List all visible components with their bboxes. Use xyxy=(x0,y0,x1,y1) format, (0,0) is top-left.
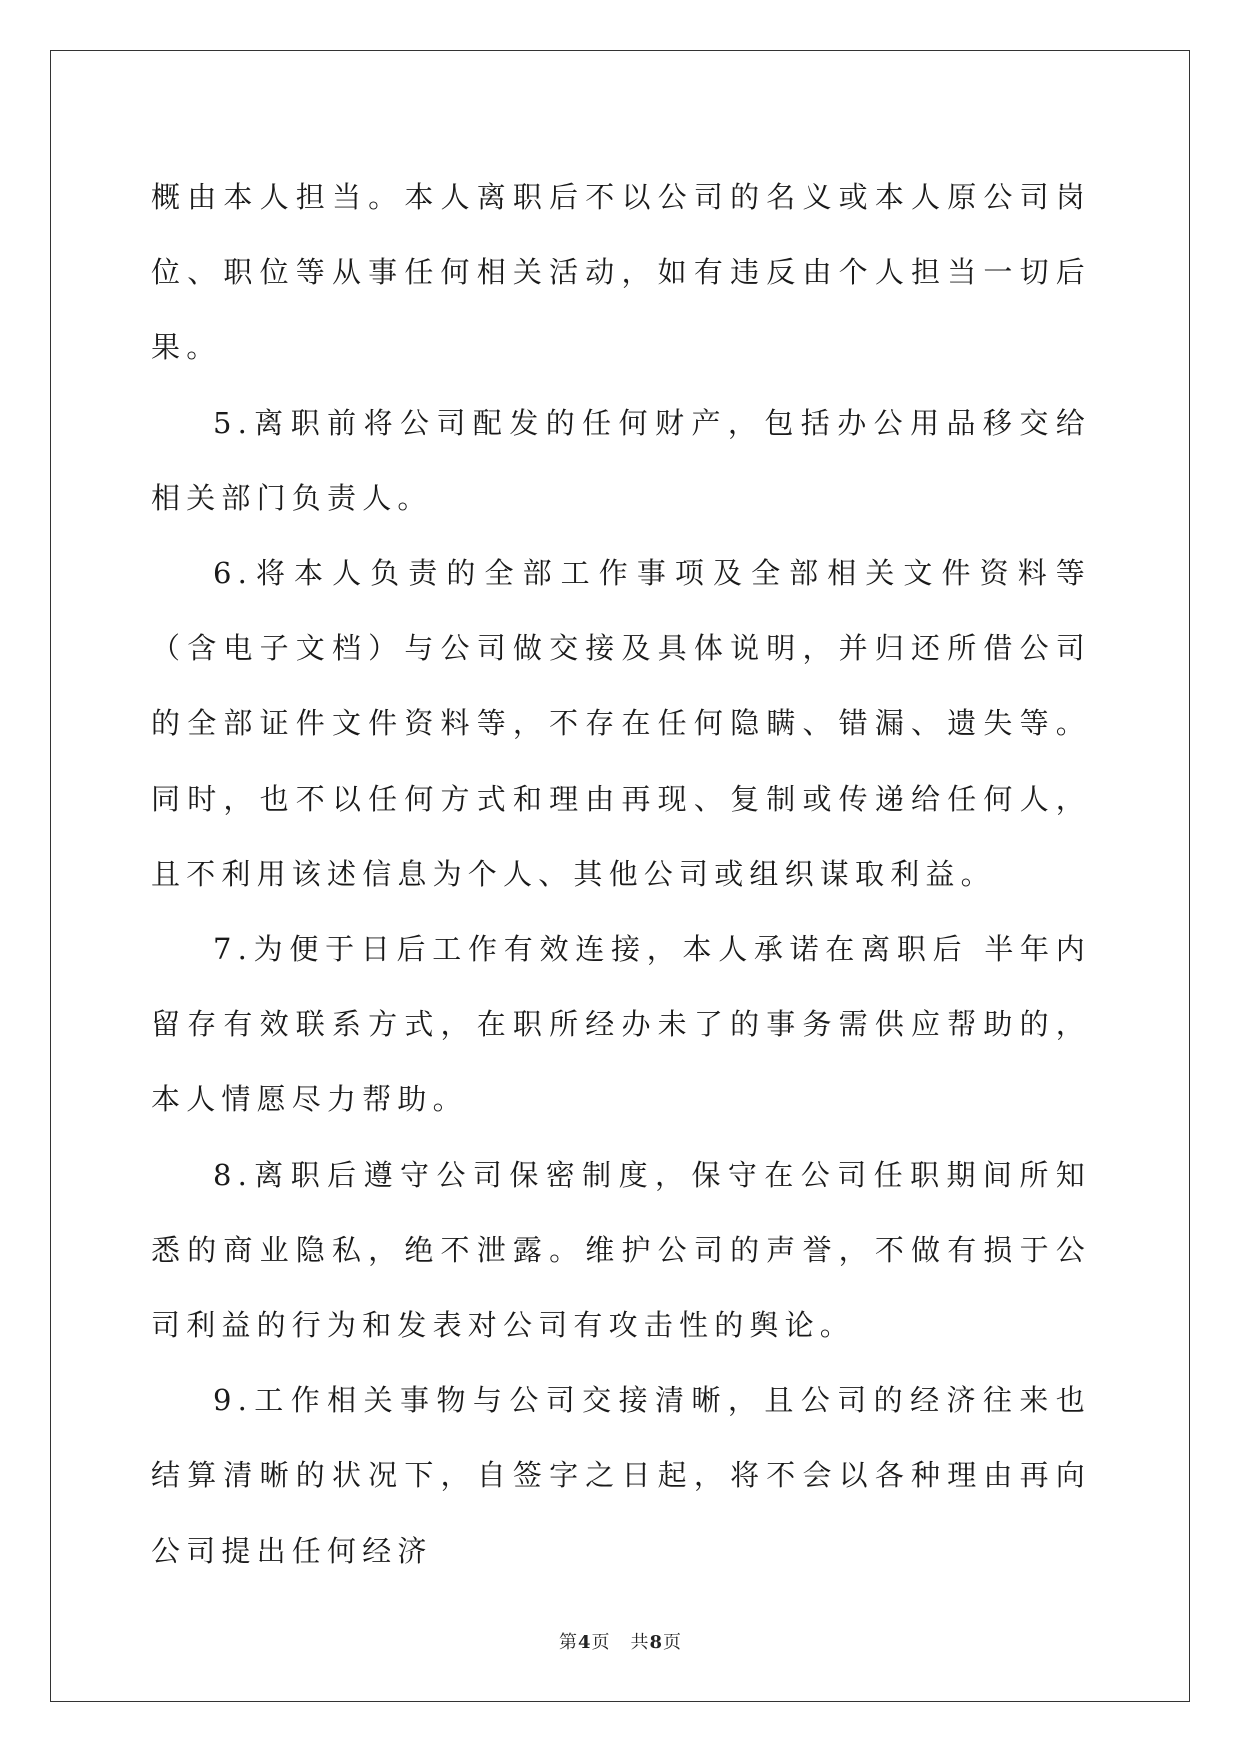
total-page-number: 8 xyxy=(649,1632,664,1653)
page-suffix: 页 xyxy=(591,1632,611,1653)
paragraph-item-6: 6.将本人负责的全部工作事项及全部相关文件资料等（含电子文档）与公司做交接及具体说明，并归还所借公司的全部证件文件资料等，不存在任何隐瞒、错漏、遗失等。同时，也不以任何方式和理由再现、复制或传递给任何人，且不利用该述信息为个人、其他公司或组织谋取利益。 xyxy=(151,556,1091,891)
paragraph-item-9: 9.工作相关事物与公司交接清晰，且公司的经济往来也结算清晰的状况下，自签字之日起，将不会以各种理由再向公司提出任何经济 xyxy=(151,1383,1091,1568)
total-suffix: 页 xyxy=(663,1632,683,1653)
document-body xyxy=(151,160,1091,1589)
paragraph-item-7: 7.为便于日后工作有效连接，本人承诺在离职后 半年内 留存有效联系方式，在职所经办未了的事务需供应帮助的，本人情愿尽力帮助。 xyxy=(151,932,1091,1117)
paragraph-item-5: 5.离职前将公司配发的任何财产，包括办公用品移交给相关部门负责人。 xyxy=(151,405,1091,515)
paragraph-item-8: 8.离职后遵守公司保密制度，保守在公司任职期间所知悉的商业隐私，绝不泄露。维护公司的声誉，不做有损于公司利益的行为和发表对公司有攻击性的舆论。 xyxy=(151,1157,1091,1343)
page-number-footer xyxy=(0,1628,1241,1654)
current-page-number: 4 xyxy=(577,1632,592,1653)
paragraph-continuation: 概由本人担当。本人离职后不以公司的名义或本人原公司岗位、职位等从事任何相关活动，如有违反由个人担当一切后果。 xyxy=(151,180,1091,365)
total-prefix: 共 xyxy=(630,1632,650,1653)
page-prefix: 第 xyxy=(558,1632,578,1653)
